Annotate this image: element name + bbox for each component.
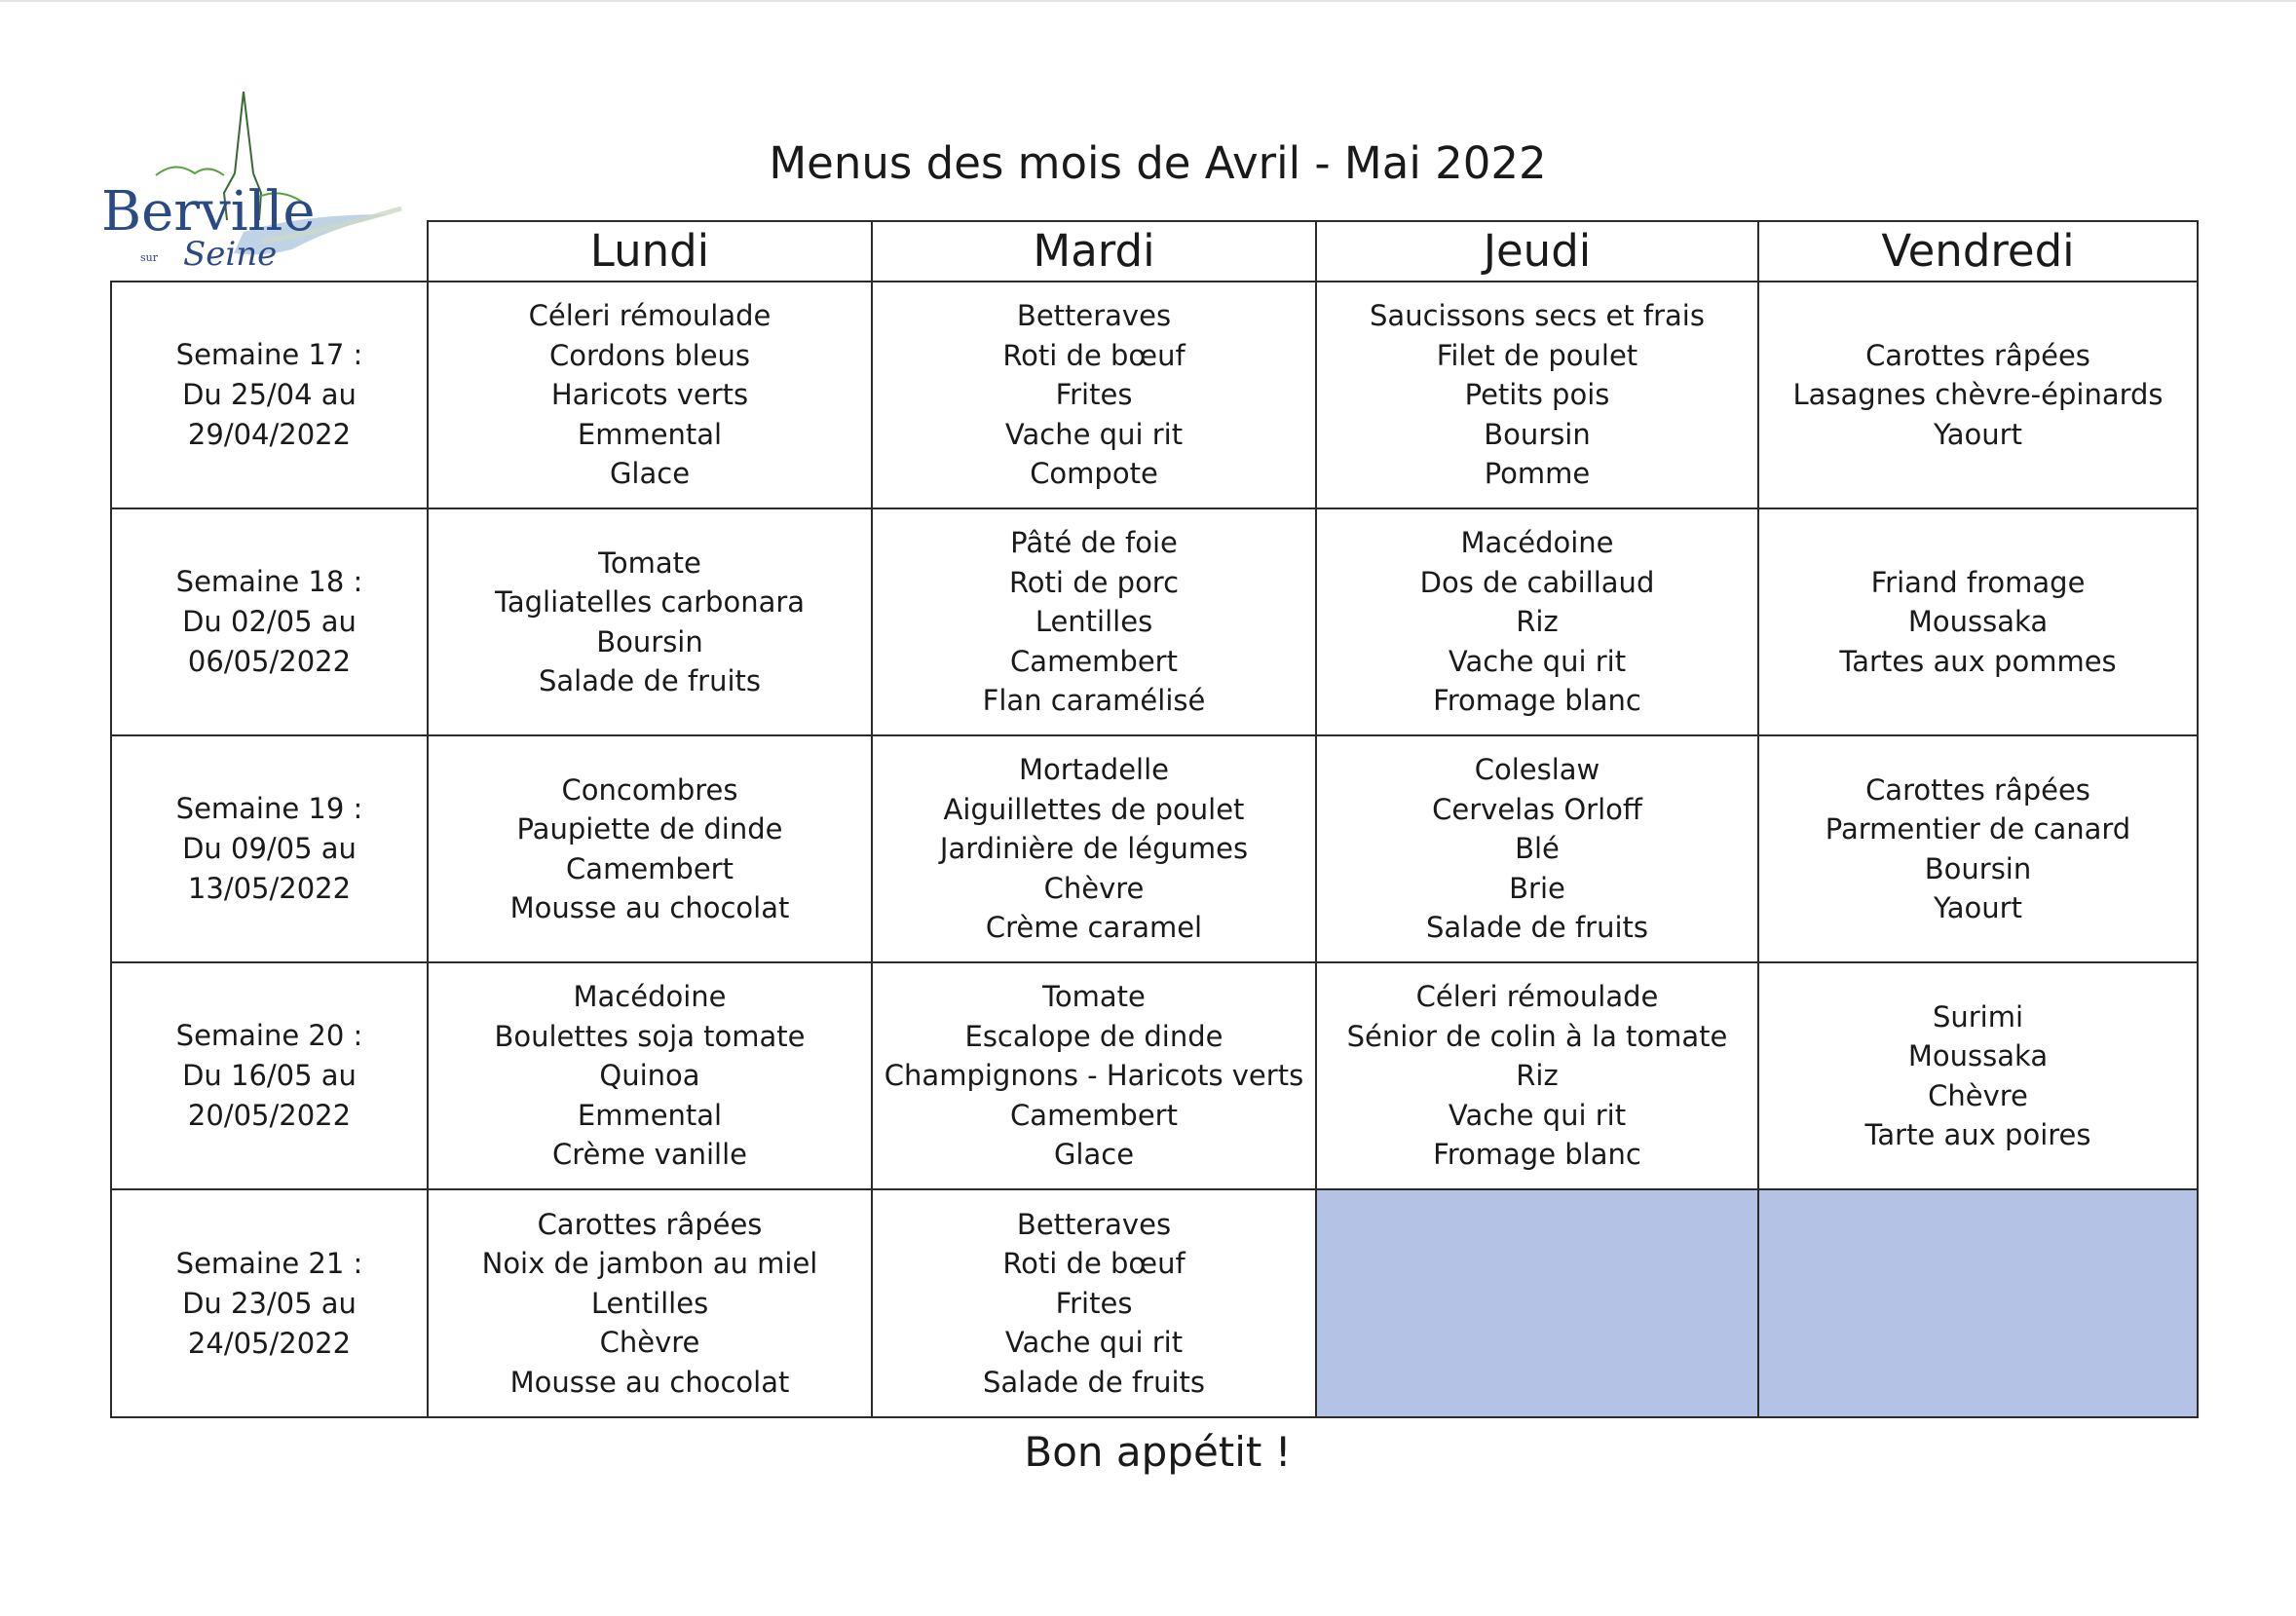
day-header-row xyxy=(111,221,2198,282)
dish-item: Macédoine xyxy=(573,980,727,1014)
dish-list xyxy=(1317,977,1757,1175)
dish-item: Carottes râpées xyxy=(1865,772,2090,807)
dish-item: Lentilles xyxy=(590,1286,709,1320)
dish-list xyxy=(873,977,1315,1175)
dish-item: Escalope de dinde xyxy=(964,1019,1223,1053)
dish-item: Salade de fruits xyxy=(539,664,761,697)
dish-item: Vache qui rit xyxy=(1448,644,1627,678)
dish-item: Salade de fruits xyxy=(1426,911,1648,945)
dish-item: Pâté de foie xyxy=(1010,526,1178,560)
week-row xyxy=(111,1189,2198,1417)
dish-item: Fromage blanc xyxy=(1433,684,1641,718)
dish-item: Boursin xyxy=(596,624,703,658)
menu-cell xyxy=(428,282,872,508)
dish-item: Surimi xyxy=(1932,999,2024,1033)
dish-item: Roti de bœuf xyxy=(1002,1247,1186,1281)
dish-item: Coleslaw xyxy=(1474,753,1600,787)
dish-item: Emmental xyxy=(577,1098,723,1132)
dish-item: Camembert xyxy=(1010,644,1178,678)
dish-item: Noix de jambon au miel xyxy=(481,1247,818,1281)
menu-cell xyxy=(428,508,872,735)
dish-item: Mousse au chocolat xyxy=(509,891,790,924)
menu-cell xyxy=(428,1189,872,1417)
week-label-line: Semaine 19 : xyxy=(175,792,363,825)
dish-item: Quinoa xyxy=(599,1059,700,1093)
week-label-line: Semaine 21 : xyxy=(175,1246,363,1280)
dish-item: Céleri rémoulade xyxy=(1415,980,1659,1014)
scan-edge xyxy=(0,0,2296,2)
dish-item: Yaourt xyxy=(1934,417,2022,451)
week-label-line: Du 02/05 au xyxy=(182,605,357,638)
dish-item: Betteraves xyxy=(1016,1207,1172,1241)
dish-item: Boursin xyxy=(1484,417,1591,451)
week-label-line: Du 16/05 au xyxy=(182,1059,357,1092)
menu-table xyxy=(110,220,2199,1418)
dish-item: Flan caramélisé xyxy=(982,684,1206,718)
dish-item: Tartes aux pommes xyxy=(1839,644,2117,678)
dish-item: Carottes râpées xyxy=(537,1207,763,1241)
empty-shaded-cell xyxy=(1758,1189,2198,1417)
dish-item: Camembert xyxy=(1010,1098,1178,1132)
dish-item: Tagliatelles carbonara xyxy=(494,585,806,619)
dish-item: Mortadelle xyxy=(1018,753,1170,787)
dish-item: Roti de bœuf xyxy=(1002,338,1186,372)
week-label-line: 20/05/2022 xyxy=(187,1099,352,1132)
dish-list xyxy=(1317,296,1757,494)
dish-item: Crème vanille xyxy=(551,1138,747,1172)
menu-cell xyxy=(1758,282,2198,508)
day-header: Vendredi xyxy=(1758,221,2198,282)
dish-list xyxy=(873,523,1315,721)
week-row xyxy=(111,735,2198,962)
menu-cell xyxy=(428,962,872,1189)
week-row xyxy=(111,282,2198,508)
dish-item: Lentilles xyxy=(1035,605,1153,639)
dish-item: Chèvre xyxy=(1928,1078,2028,1112)
dish-item: Aiguillettes de poulet xyxy=(943,792,1245,826)
menu-cell xyxy=(1316,282,1758,508)
logo-line-1: Berville xyxy=(101,180,316,244)
dish-item: Sénior de colin à la tomate xyxy=(1346,1019,1728,1053)
dish-item: Petits pois xyxy=(1464,378,1610,412)
week-label-cell xyxy=(111,962,428,1189)
dish-item: Cervelas Orloff xyxy=(1432,792,1642,826)
dish-item: Haricots verts xyxy=(550,378,749,412)
dish-item: Tarte aux poires xyxy=(1864,1118,2091,1151)
week-label-cell xyxy=(111,508,428,735)
dish-item: Yaourt xyxy=(1934,891,2022,924)
dish-list xyxy=(1317,523,1757,721)
dish-list xyxy=(429,770,871,928)
dish-item: Mousse au chocolat xyxy=(509,1365,790,1399)
dish-item: Boursin xyxy=(1924,851,2032,885)
dish-item: Chèvre xyxy=(599,1326,700,1360)
dish-item: Céleri rémoulade xyxy=(528,299,772,333)
menu-cell xyxy=(1316,735,1758,962)
menu-cell xyxy=(872,1189,1316,1417)
dish-item: Pomme xyxy=(1484,457,1591,491)
week-label-line: 13/05/2022 xyxy=(187,872,352,905)
dish-item: Tomate xyxy=(1042,980,1146,1014)
week-label-line: Semaine 17 : xyxy=(175,338,363,371)
dish-list xyxy=(429,544,871,701)
dish-item: Emmental xyxy=(577,417,723,451)
day-header: Mardi xyxy=(872,221,1316,282)
dish-item: Cordons bleus xyxy=(548,338,751,372)
menu-cell xyxy=(872,508,1316,735)
dish-list xyxy=(429,296,871,494)
day-header: Jeudi xyxy=(1316,221,1758,282)
week-label-line: Du 23/05 au xyxy=(182,1286,357,1320)
dish-list xyxy=(1317,750,1757,948)
page-title: Menus des mois de Avril - Mai 2022 xyxy=(769,137,1547,189)
day-header: Lundi xyxy=(428,221,872,282)
dish-item: Carottes râpées xyxy=(1865,338,2090,372)
week-row xyxy=(111,508,2198,735)
dish-item: Tomate xyxy=(598,545,701,580)
dish-item: Jardinière de légumes xyxy=(939,832,1249,866)
dish-item: Dos de cabillaud xyxy=(1419,565,1655,599)
dish-item: Lasagnes chèvre-épinards xyxy=(1792,378,2164,412)
dish-list xyxy=(1759,563,2197,682)
dish-list xyxy=(429,977,871,1175)
week-label-line: Du 25/04 au xyxy=(182,378,357,411)
week-label-line: Semaine 18 : xyxy=(175,565,363,598)
menu-cell xyxy=(872,735,1316,962)
dish-item: Frites xyxy=(1055,1286,1133,1320)
dish-item: Concombres xyxy=(561,772,738,807)
dish-item: Frites xyxy=(1055,378,1133,412)
dish-item: Crème caramel xyxy=(985,911,1203,945)
dish-list xyxy=(873,296,1315,494)
week-label-cell xyxy=(111,1189,428,1417)
dish-list xyxy=(429,1205,871,1403)
dish-item: Brie xyxy=(1509,871,1565,905)
dish-item: Filet de poulet xyxy=(1436,338,1638,372)
dish-item: Boulettes soja tomate xyxy=(494,1019,806,1053)
dish-item: Blé xyxy=(1515,832,1560,866)
dish-item: Vache qui rit xyxy=(1004,417,1184,451)
dish-item: Parmentier de canard xyxy=(1825,812,2131,846)
week-label-cell xyxy=(111,282,428,508)
dish-item: Champignons - Haricots verts xyxy=(884,1059,1304,1093)
menu-cell xyxy=(872,962,1316,1189)
menu-cell xyxy=(1758,962,2198,1189)
dish-item: Riz xyxy=(1516,1059,1559,1093)
menu-cell xyxy=(428,735,872,962)
dish-item: Betteraves xyxy=(1016,299,1172,333)
dish-item: Macédoine xyxy=(1460,526,1614,560)
dish-item: Vache qui rit xyxy=(1448,1098,1627,1132)
week-row xyxy=(111,962,2198,1189)
dish-item: Salade de fruits xyxy=(983,1365,1205,1399)
dish-item: Compote xyxy=(1030,457,1158,491)
menu-cell xyxy=(872,282,1316,508)
dish-item: Chèvre xyxy=(1043,871,1145,905)
dish-list xyxy=(1759,997,2197,1155)
week-label-line: Du 09/05 au xyxy=(182,832,357,865)
dish-item: Roti de porc xyxy=(1008,565,1180,599)
menu-cell xyxy=(1316,962,1758,1189)
header-corner xyxy=(111,221,428,282)
menu-cell xyxy=(1758,508,2198,735)
dish-item: Moussaka xyxy=(1907,1039,2049,1072)
empty-shaded-cell xyxy=(1316,1189,1758,1417)
dish-item: Saucissons secs et frais xyxy=(1370,299,1705,333)
week-label-cell xyxy=(111,735,428,962)
dish-item: Camembert xyxy=(566,851,734,885)
week-label-line: 29/04/2022 xyxy=(187,418,352,451)
menu-cell xyxy=(1316,508,1758,735)
logo-small-word: sur xyxy=(140,251,158,264)
dish-item: Glace xyxy=(609,457,691,491)
dish-item: Vache qui rit xyxy=(1004,1326,1184,1360)
dish-item: Paupiette de dinde xyxy=(516,812,783,846)
week-label-line: 06/05/2022 xyxy=(187,645,352,678)
dish-list xyxy=(1759,770,2197,928)
dish-item: Friand fromage xyxy=(1870,565,2086,599)
dish-list xyxy=(873,1205,1315,1403)
week-label-line: 24/05/2022 xyxy=(187,1326,352,1360)
dish-item: Fromage blanc xyxy=(1433,1138,1641,1172)
dish-item: Riz xyxy=(1516,605,1559,639)
logo-line-2: Seine xyxy=(183,235,278,274)
dish-item: Glace xyxy=(1053,1138,1135,1172)
dish-list xyxy=(873,750,1315,948)
dish-item: Moussaka xyxy=(1907,605,2049,639)
dish-list xyxy=(1759,336,2197,455)
menu-cell xyxy=(1758,735,2198,962)
week-label-line: Semaine 20 : xyxy=(175,1019,363,1052)
closing-message: Bon appétit ! xyxy=(1024,1428,1292,1476)
